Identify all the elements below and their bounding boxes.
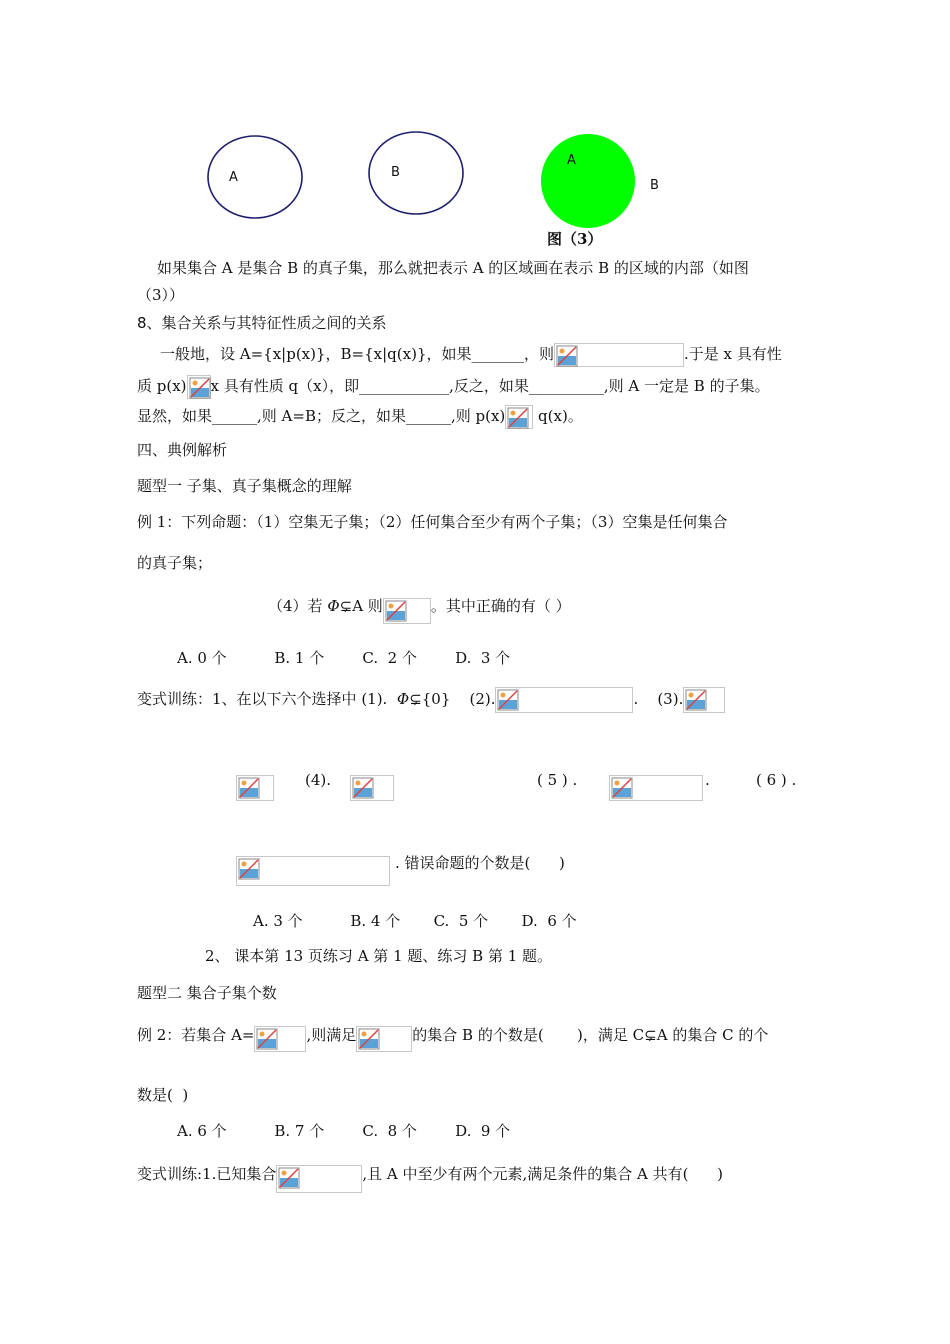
example1-line2: 的真子集； xyxy=(137,554,213,572)
phi-symbol: Φ xyxy=(396,690,410,708)
set-a-circle xyxy=(208,136,302,218)
section8-line1-a: 一般地，设 A={x|p(x)}，B={x|q(x)}，如果_______，则 xyxy=(160,345,554,363)
section8-line1-b: .于是 x 具有性 xyxy=(684,345,782,363)
section8-line3-b: q(x)。 xyxy=(538,407,583,425)
section8-line3 xyxy=(137,405,583,429)
example1-line3-a: （4）若 xyxy=(268,597,328,615)
variation1-line1-c: . (3). xyxy=(633,690,684,708)
variation1-item5-period: . xyxy=(705,771,710,789)
example2-line2: 数是( ) xyxy=(137,1086,189,1104)
broken-image-icon xyxy=(278,1167,300,1189)
broken-formula-image xyxy=(609,775,703,801)
broken-formula-image xyxy=(495,687,633,713)
example1-line3-c: 。其中正确的有（ ） xyxy=(430,597,571,615)
broken-formula-image xyxy=(236,775,274,801)
broken-image-icon xyxy=(497,689,519,711)
variation1-item6-label: ( 6 ) . xyxy=(756,771,797,789)
set-b-label: B xyxy=(391,165,400,180)
proper-subset-symbol: ⊊ xyxy=(339,597,353,615)
variation1-item5-label: ( 5 ) . xyxy=(537,771,578,789)
example1-options: A. 0 个 B. 1 个 C. 2 个 D. 3 个 xyxy=(177,649,511,667)
set-a-label: A xyxy=(229,170,238,185)
variation1-line1-a: 变式训练：1、在以下六个选择中 (1). xyxy=(137,690,397,708)
variation3-b: ,且 A 中至少有两个元素,满足条件的集合 A 共有( ) xyxy=(362,1165,723,1183)
broken-formula-image xyxy=(554,343,684,367)
variation1-options: A. 3 个 B. 4 个 C. 5 个 D. 6 个 xyxy=(253,912,577,930)
broken-formula-image xyxy=(254,1026,306,1052)
broken-image-icon xyxy=(385,600,407,622)
proper-subset-symbol: ⊊ xyxy=(644,1026,657,1044)
type1-heading: 题型一 子集、真子集概念的理解 xyxy=(137,477,352,495)
variation1-line3: . 错误命题的个数是( ) xyxy=(395,854,565,872)
broken-image-icon xyxy=(507,407,529,429)
para1-line1: 如果集合 A 是集合 B 的真子集，那么就把表示 A 的区域画在表示 B 的区域的内部（如图 xyxy=(157,259,749,277)
broken-formula-image xyxy=(683,687,725,713)
broken-formula-image xyxy=(187,375,211,399)
proper-subset-symbol: ⊊ xyxy=(409,690,422,708)
variation2-line: 2、 课本第 13 页练习 A 第 1 题、练习 B 第 1 题。 xyxy=(205,947,553,965)
section8-line2-a: 质 p(x) xyxy=(137,377,187,395)
example2-d: A 的集合 C 的个 xyxy=(656,1026,769,1044)
broken-formula-image xyxy=(505,405,533,429)
variation3-line xyxy=(137,1157,723,1193)
section8-line2-b: x 具有性质 q（x），即____________,反之，如果__________,则 A 一定是 B 的子集。 xyxy=(210,377,770,395)
broken-image-icon xyxy=(352,777,374,799)
subset-outer-label: B xyxy=(650,178,659,193)
section4-title: 四、典例解析 xyxy=(137,441,228,459)
phi-symbol: Φ xyxy=(327,597,340,615)
variation1-line1 xyxy=(137,687,725,713)
broken-image-icon xyxy=(556,345,578,367)
variation3-a: 变式训练:1.已知集合 xyxy=(137,1165,277,1183)
figure-caption: 图（3） xyxy=(547,230,603,248)
section8-line2 xyxy=(137,375,770,399)
broken-image-icon xyxy=(685,689,707,711)
section8-line1 xyxy=(160,343,782,367)
example2-b: ,则满足 xyxy=(306,1026,357,1044)
broken-image-icon xyxy=(238,777,260,799)
variation1-item4-label: (4). xyxy=(305,771,332,789)
broken-formula-image xyxy=(356,1026,412,1052)
type2-heading: 题型二 集合子集个数 xyxy=(137,984,277,1002)
venn-diagram xyxy=(0,0,950,260)
broken-image-icon xyxy=(189,377,211,399)
example1-line3-b: A 则 xyxy=(352,597,383,615)
broken-image-icon xyxy=(238,858,260,880)
broken-formula-image xyxy=(383,598,431,624)
example2-c: 的集合 B 的个数是( )，满足 C xyxy=(412,1026,645,1044)
broken-image-icon xyxy=(358,1028,380,1050)
example2-options: A. 6 个 B. 7 个 C. 8 个 D. 9 个 xyxy=(177,1122,511,1140)
set-b-circle xyxy=(369,132,463,214)
variation1-line1-b: {0} (2). xyxy=(421,690,496,708)
subset-filled-circle xyxy=(541,134,635,228)
example1-line3 xyxy=(268,590,571,624)
section8-line3-a: 显然，如果______,则 A=B；反之，如果______,则 p(x) xyxy=(137,407,506,425)
broken-formula-image xyxy=(350,775,394,801)
broken-image-icon xyxy=(256,1028,278,1050)
broken-formula-image xyxy=(236,856,390,886)
section8-title: 8、集合关系与其特征性质之间的关系 xyxy=(137,314,387,332)
example2-line1 xyxy=(137,1020,768,1052)
example1-line1: 例 1：下列命题：（1）空集无子集；（2）任何集合至少有两个子集；（3）空集是任何集合 xyxy=(137,513,728,531)
example2-a: 例 2：若集合 A= xyxy=(137,1026,255,1044)
broken-image-icon xyxy=(611,777,633,799)
para1-line2: （3）） xyxy=(137,286,185,304)
broken-formula-image xyxy=(276,1165,362,1193)
subset-inner-label: A xyxy=(567,153,576,168)
